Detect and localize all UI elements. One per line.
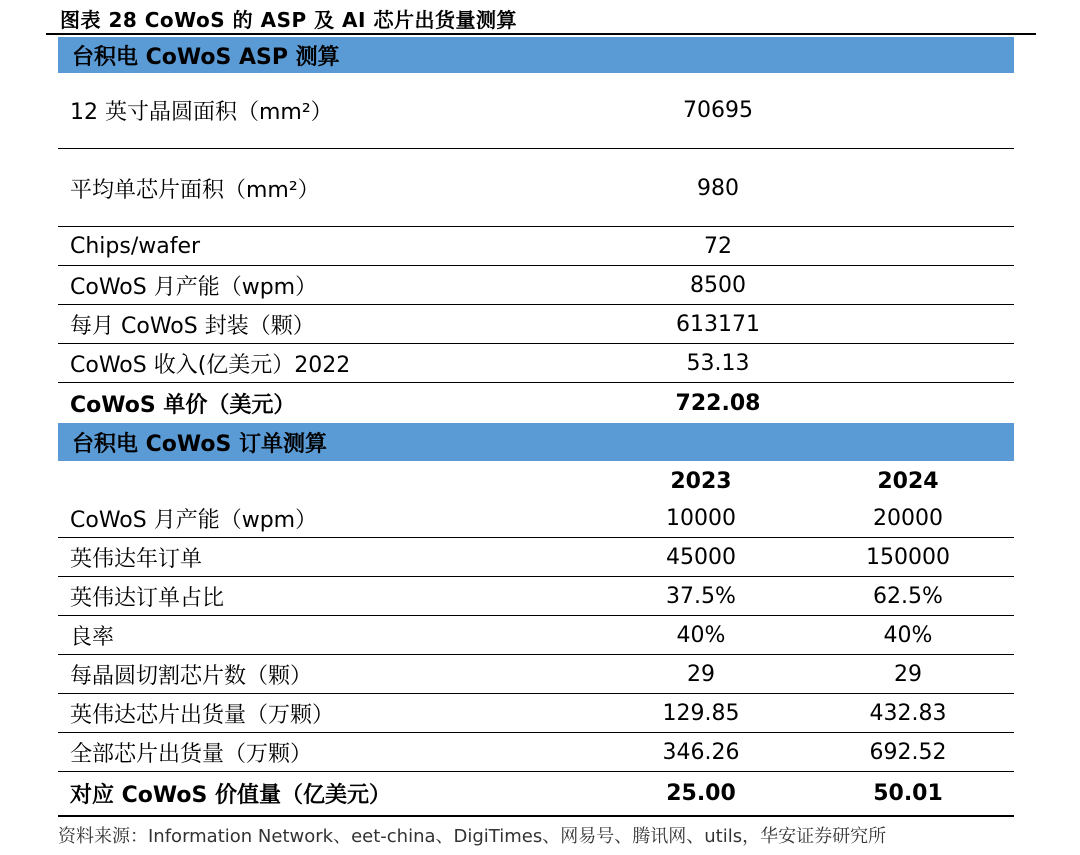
- row-label: 12 英寸晶圆面积（mm²）: [70, 100, 333, 125]
- value-2023: 29: [687, 662, 715, 687]
- row-label: CoWoS 月产能（wpm）: [70, 508, 318, 533]
- section1-header: [58, 37, 1014, 73]
- value-2023: 10000: [666, 506, 736, 531]
- source-note: 资料来源：Information Network、eet-china、DigiTimes、网易号、腾讯网、utils，华安证券研究所: [58, 826, 887, 847]
- table-row: [58, 539, 1014, 577]
- row-label: CoWoS 收入(亿美元）2022: [70, 353, 351, 378]
- year-header: 2023: [670, 468, 732, 494]
- row-value: 72: [704, 234, 732, 259]
- value-2024: 40%: [883, 623, 933, 648]
- year-header-row: [58, 462, 1014, 500]
- row-label: 平均单芯片面积（mm²）: [70, 177, 320, 203]
- value-2023: 40%: [676, 623, 726, 648]
- value-2023: 37.5%: [666, 584, 736, 609]
- year-header: 2024: [877, 468, 939, 494]
- table-row: [58, 228, 1014, 266]
- figure-title: 图表 28 CoWoS 的 ASP 及 AI 芯片出货量测算: [60, 8, 517, 32]
- section1-title: 台积电 CoWoS ASP 测算: [72, 44, 340, 70]
- table-row: [58, 150, 1014, 227]
- table-row: [58, 267, 1014, 305]
- table-row: [58, 345, 1014, 383]
- table-row-total: [58, 384, 1014, 422]
- value-2024: 50.01: [873, 781, 943, 806]
- row-label: Chips/wafer: [70, 234, 201, 259]
- section2-title: 台积电 CoWoS 订单测算: [72, 431, 328, 457]
- table-row: [58, 500, 1014, 538]
- table-row-total: [58, 773, 1014, 814]
- row-value: 980: [697, 175, 739, 201]
- table-row: [58, 656, 1014, 694]
- value-2023: 346.26: [662, 740, 740, 765]
- top-rule: [46, 33, 1036, 35]
- section2-header: [58, 423, 1014, 461]
- value-2024: 20000: [873, 506, 943, 531]
- table-row: [58, 617, 1014, 655]
- value-2024: 432.83: [869, 701, 947, 726]
- row-label: 全部芯片出货量（万颗）: [70, 742, 313, 767]
- value-2023: 25.00: [666, 781, 736, 806]
- row-value: 70695: [683, 98, 753, 123]
- value-2024: 692.52: [869, 740, 947, 765]
- row-label: 英伟达订单占比: [70, 586, 225, 611]
- value-2024: 29: [894, 662, 922, 687]
- row-value: 8500: [690, 273, 746, 298]
- table-row: [58, 578, 1014, 616]
- row-value: 613171: [676, 312, 760, 337]
- row-value: 722.08: [675, 390, 761, 416]
- bottom-rule: [58, 815, 1014, 817]
- row-label: CoWoS 单价（美元）: [70, 392, 296, 418]
- row-label: 英伟达年订单: [70, 547, 203, 572]
- table-row: [58, 306, 1014, 344]
- table-row: [58, 695, 1014, 733]
- value-2024: 62.5%: [873, 584, 943, 609]
- row-label: CoWoS 月产能（wpm）: [70, 275, 318, 300]
- value-2023: 45000: [666, 545, 736, 570]
- row-label: 良率: [70, 625, 115, 650]
- table-row: [58, 734, 1014, 772]
- row-label: 对应 CoWoS 价值量（亿美元）: [70, 783, 392, 808]
- row-label: 英伟达芯片出货量（万颗）: [70, 703, 335, 728]
- row-value: 53.13: [686, 351, 750, 376]
- value-2024: 150000: [866, 545, 950, 570]
- table-row: [58, 73, 1014, 149]
- row-label: 每月 CoWoS 封装（颗）: [70, 314, 315, 339]
- row-label: 每晶圆切割芯片数（颗）: [70, 664, 313, 689]
- value-2023: 129.85: [662, 701, 740, 726]
